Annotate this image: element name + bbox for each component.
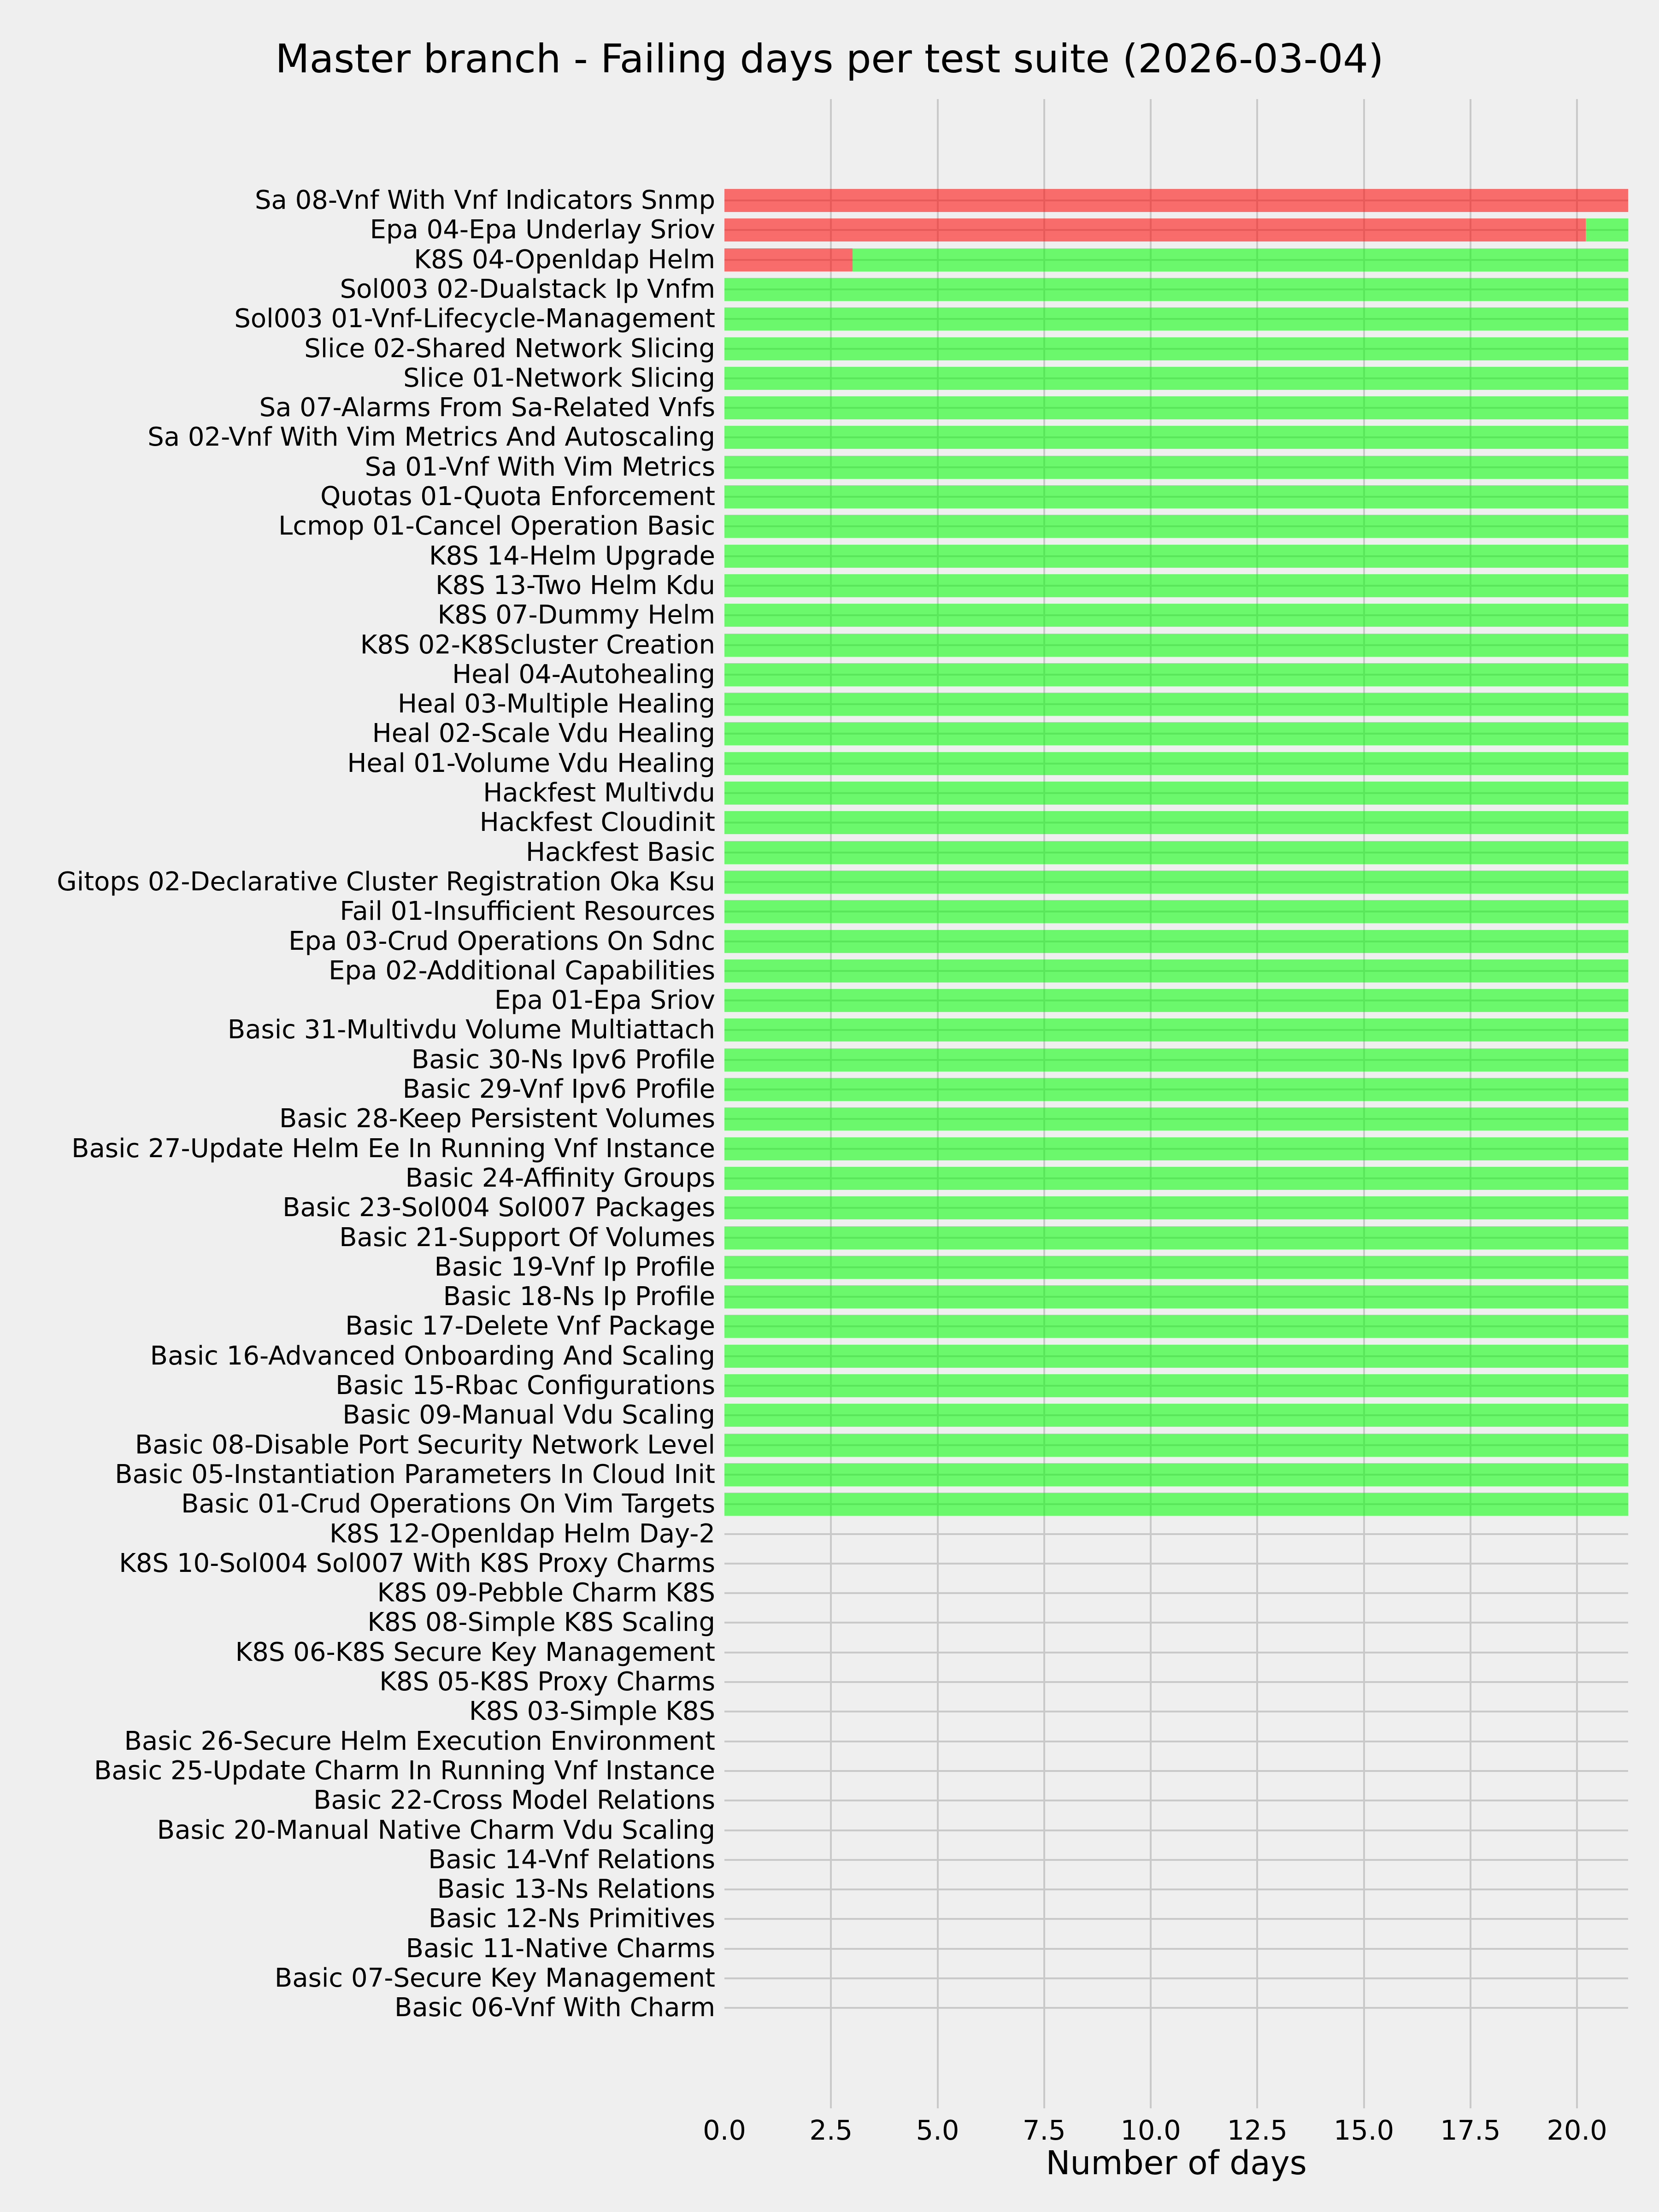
bar-segment-green: [724, 515, 1628, 538]
bar-segment-green: [724, 1078, 1628, 1101]
bar-row: [724, 1078, 1628, 1101]
bar-segment-green: [724, 1434, 1628, 1457]
horizontal-gridline: [724, 1800, 1628, 1801]
bar-row: [724, 307, 1628, 330]
y-axis-label: Slice 02-Shared Network Slicing: [304, 333, 715, 364]
y-axis-label: K8S 12-Openldap Helm Day-2: [329, 1518, 715, 1549]
y-axis-label: Epa 03-Crud Operations On Sdnc: [288, 926, 715, 956]
horizontal-gridline: [724, 1592, 1628, 1594]
horizontal-gridline: [724, 1977, 1628, 1979]
bar-row: [724, 248, 1628, 271]
chart-title: Master branch - Failing days per test suite (2026-03-04): [275, 36, 1384, 82]
y-axis-label: K8S 04-Openldap Helm: [414, 244, 715, 275]
bar-row: [724, 1196, 1628, 1219]
y-axis-label: Sol003 02-Dualstack Ip Vnfm: [340, 274, 715, 304]
horizontal-gridline: [724, 1681, 1628, 1683]
bar-segment-green: [724, 545, 1628, 568]
bar-row: [724, 752, 1628, 775]
y-axis-label: Basic 24-Affinity Groups: [405, 1163, 715, 1193]
bar-segment-green: [1586, 218, 1629, 241]
y-axis-label: Heal 02-Scale Vdu Healing: [372, 718, 715, 749]
bar-segment-green: [724, 989, 1628, 1012]
y-axis-label: K8S 07-Dummy Helm: [437, 600, 715, 630]
bar-row: [724, 515, 1628, 538]
bar-row: [724, 1315, 1628, 1338]
horizontal-gridline: [724, 1888, 1628, 1890]
bar-segment-red: [724, 218, 1586, 241]
y-axis-label: Basic 27-Update Helm Ee In Running Vnf Instance: [71, 1133, 715, 1164]
bar-row: [724, 871, 1628, 894]
bar-segment-green: [724, 930, 1628, 953]
y-axis-label: Epa 04-Epa Underlay Sriov: [370, 215, 715, 245]
y-axis-label: Basic 19-Vnf Ip Profile: [434, 1252, 715, 1282]
bar-segment-green: [724, 1463, 1628, 1486]
bar-segment-green: [724, 1285, 1628, 1308]
y-axis-label: Basic 11-Native Charms: [406, 1933, 715, 1964]
x-tick-label: 15.0: [1333, 2114, 1394, 2146]
y-axis-label: Sa 01-Vnf With Vim Metrics: [365, 452, 715, 482]
y-axis-label: K8S 13-Two Helm Kdu: [435, 570, 715, 600]
y-axis-label: Basic 07-Secure Key Management: [274, 1963, 715, 1993]
bar-row: [724, 693, 1628, 716]
bar-segment-green: [724, 634, 1628, 657]
y-axis-label: Basic 16-Advanced Onboarding And Scaling: [150, 1341, 715, 1371]
y-axis-labels: [0, 99, 715, 2108]
bar-row: [724, 900, 1628, 923]
y-axis-label: K8S 06-K8S Secure Key Management: [235, 1637, 715, 1667]
bar-row: [724, 545, 1628, 568]
y-axis-label: Basic 09-Manual Vdu Scaling: [342, 1400, 715, 1430]
bar-row: [724, 218, 1628, 241]
y-axis-label: Basic 31-Multivdu Volume Multiattach: [227, 1015, 715, 1045]
y-axis-label: Sol003 01-Vnf-Lifecycle-Management: [234, 304, 715, 334]
bar-segment-green: [724, 1226, 1628, 1249]
bar-segment-green: [724, 841, 1628, 864]
y-axis-label: Basic 13-Ns Relations: [437, 1874, 715, 1905]
bar-segment-green: [724, 752, 1628, 775]
bar-segment-green: [724, 337, 1628, 360]
bar-row: [724, 1434, 1628, 1457]
y-axis-label: Sa 08-Vnf With Vnf Indicators Snmp: [254, 185, 715, 215]
bar-segment-green: [724, 1345, 1628, 1368]
bar-row: [724, 1345, 1628, 1368]
y-axis-label: Basic 20-Manual Native Charm Vdu Scaling: [157, 1815, 715, 1845]
horizontal-gridline: [724, 1622, 1628, 1624]
bar-segment-green: [724, 1404, 1628, 1427]
y-axis-label: Epa 02-Additional Capabilities: [329, 955, 715, 986]
plot-area: [724, 99, 1628, 2108]
bar-row: [724, 189, 1628, 212]
x-axis-label: Number of days: [1046, 2144, 1307, 2182]
y-axis-label: Basic 08-Disable Port Security Network Level: [135, 1430, 715, 1460]
y-axis-label: K8S 09-Pebble Charm K8S: [377, 1578, 715, 1608]
bar-row: [724, 396, 1628, 419]
y-axis-label: Basic 15-Rbac Configurations: [335, 1371, 715, 1400]
y-axis-label: Hackfest Multivdu: [483, 778, 715, 808]
bar-segment-red: [724, 248, 853, 271]
bar-row: [724, 426, 1628, 449]
y-axis-label: Basic 12-Ns Primitives: [428, 1904, 715, 1934]
bar-row: [724, 1048, 1628, 1071]
y-axis-label: K8S 05-K8S Proxy Charms: [379, 1667, 715, 1697]
y-axis-label: Slice 01-Network Slicing: [403, 363, 715, 393]
y-axis-label: Epa 01-Epa Sriov: [494, 985, 715, 1016]
bar-segment-green: [724, 782, 1628, 805]
bar-segment-green: [724, 1137, 1628, 1160]
bar-segment-green: [724, 1018, 1628, 1041]
bar-row: [724, 1107, 1628, 1130]
bar-row: [724, 989, 1628, 1012]
horizontal-gridline: [724, 1652, 1628, 1653]
y-axis-label: Basic 26-Secure Helm Execution Environment: [124, 1726, 715, 1756]
horizontal-gridline: [724, 2007, 1628, 2009]
y-axis-label: Hackfest Basic: [525, 837, 715, 867]
x-tick-label: 12.5: [1227, 2114, 1288, 2146]
bar-row: [724, 1256, 1628, 1279]
bar-segment-green: [724, 367, 1628, 390]
bar-row: [724, 1137, 1628, 1160]
horizontal-gridline: [724, 1918, 1628, 1920]
horizontal-gridline: [724, 1533, 1628, 1535]
bar-row: [724, 367, 1628, 390]
y-axis-label: Basic 06-Vnf With Charm: [394, 1993, 715, 2023]
bar-row: [724, 930, 1628, 953]
horizontal-gridline: [724, 1563, 1628, 1565]
bar-segment-green: [724, 604, 1628, 627]
bar-segment-green: [724, 811, 1628, 834]
bar-segment-green: [724, 693, 1628, 716]
y-axis-label: Basic 01-Crud Operations On Vim Targets: [181, 1489, 715, 1519]
x-tick-label: 10.0: [1120, 2114, 1181, 2146]
horizontal-gridline: [724, 1741, 1628, 1742]
bar-segment-green: [724, 1167, 1628, 1190]
bar-segment-green: [724, 663, 1628, 686]
bar-segment-green: [724, 1196, 1628, 1219]
x-tick-label: 7.5: [1022, 2114, 1066, 2146]
bar-row: [724, 1285, 1628, 1308]
x-tick-label: 20.0: [1547, 2114, 1607, 2146]
horizontal-gridline: [724, 1770, 1628, 1772]
x-tick-label: 0.0: [703, 2114, 746, 2146]
bar-row: [724, 959, 1628, 982]
bar-row: [724, 337, 1628, 360]
y-axis-label: K8S 14-Helm Upgrade: [429, 541, 715, 571]
horizontal-gridline: [724, 1830, 1628, 1831]
bar-row: [724, 604, 1628, 627]
y-axis-label: Basic 21-Support Of Volumes: [339, 1222, 715, 1253]
bar-row: [724, 722, 1628, 745]
bar-row: [724, 1018, 1628, 1041]
bar-segment-green: [724, 1107, 1628, 1130]
bar-row: [724, 782, 1628, 805]
bar-segment-green: [724, 1374, 1628, 1397]
y-axis-label: Basic 25-Update Charm In Running Vnf Instance: [94, 1755, 715, 1786]
y-axis-label: Heal 03-Multiple Healing: [398, 689, 715, 719]
y-axis-label: Basic 30-Ns Ipv6 Profile: [411, 1044, 715, 1075]
y-axis-label: K8S 02-K8Scluster Creation: [360, 629, 715, 660]
bar-segment-green: [724, 1315, 1628, 1338]
bar-segment-green: [724, 574, 1628, 597]
bar-row: [724, 1226, 1628, 1249]
bar-row: [724, 278, 1628, 301]
y-axis-label: Basic 18-Ns Ip Profile: [443, 1282, 715, 1312]
bar-row: [724, 663, 1628, 686]
y-axis-label: K8S 03-Simple K8S: [469, 1696, 715, 1727]
bar-segment-green: [724, 959, 1628, 982]
bar-segment-green: [724, 1048, 1628, 1071]
bar-row: [724, 1493, 1628, 1516]
x-tick-label: 17.5: [1440, 2114, 1501, 2146]
y-axis-label: Basic 23-Sol004 Sol007 Packages: [282, 1193, 715, 1223]
bar-row: [724, 1463, 1628, 1486]
bar-segment-green: [724, 722, 1628, 745]
y-axis-label: Lcmop 01-Cancel Operation Basic: [278, 511, 715, 541]
y-axis-label: K8S 10-Sol004 Sol007 With K8S Proxy Charms: [119, 1548, 715, 1578]
y-axis-label: Sa 07-Alarms From Sa-Related Vnfs: [259, 393, 715, 423]
y-axis-label: Basic 05-Instantiation Parameters In Cloud Init: [115, 1459, 715, 1489]
x-tick-label: 5.0: [916, 2114, 959, 2146]
bar-segment-green: [724, 456, 1628, 479]
bar-segment-green: [724, 900, 1628, 923]
bar-row: [724, 1404, 1628, 1427]
bar-row: [724, 634, 1628, 657]
y-axis-label: Heal 04-Autohealing: [452, 659, 715, 689]
y-axis-label: Basic 28-Keep Persistent Volumes: [279, 1104, 715, 1134]
y-axis-label: Basic 22-Cross Model Relations: [313, 1785, 715, 1816]
y-axis-label: Fail 01-Insufficient Resources: [340, 896, 715, 927]
y-axis-label: Quotas 01-Quota Enforcement: [320, 482, 715, 512]
bar-row: [724, 841, 1628, 864]
y-axis-label: Heal 01-Volume Vdu Healing: [347, 748, 715, 778]
bar-segment-green: [724, 1493, 1628, 1516]
bar-segment-green: [724, 485, 1628, 508]
bar-row: [724, 456, 1628, 479]
y-axis-label: Basic 29-Vnf Ipv6 Profile: [402, 1074, 715, 1104]
bar-segment-red: [724, 189, 1628, 212]
y-axis-label: Hackfest Cloudinit: [479, 807, 715, 838]
bar-row: [724, 574, 1628, 597]
y-axis-label: Gitops 02-Declarative Cluster Registration Oka Ksu: [57, 866, 715, 897]
horizontal-gridline: [724, 1948, 1628, 1950]
horizontal-gridline: [724, 1711, 1628, 1712]
bar-segment-green: [724, 871, 1628, 894]
y-axis-label: Basic 17-Delete Vnf Package: [345, 1311, 715, 1341]
bar-row: [724, 485, 1628, 508]
bar-segment-green: [724, 278, 1628, 301]
bar-segment-green: [724, 396, 1628, 419]
bar-row: [724, 1374, 1628, 1397]
x-tick-label: 2.5: [809, 2114, 853, 2146]
bar-row: [724, 811, 1628, 834]
bar-row: [724, 1167, 1628, 1190]
bar-segment-green: [853, 248, 1629, 271]
bar-segment-green: [724, 426, 1628, 449]
bar-segment-green: [724, 307, 1628, 330]
horizontal-gridline: [724, 1859, 1628, 1861]
bar-segment-green: [724, 1256, 1628, 1279]
y-axis-label: K8S 08-Simple K8S Scaling: [367, 1607, 715, 1638]
y-axis-label: Sa 02-Vnf With Vim Metrics And Autoscaling: [147, 422, 715, 453]
y-axis-label: Basic 14-Vnf Relations: [428, 1844, 715, 1875]
